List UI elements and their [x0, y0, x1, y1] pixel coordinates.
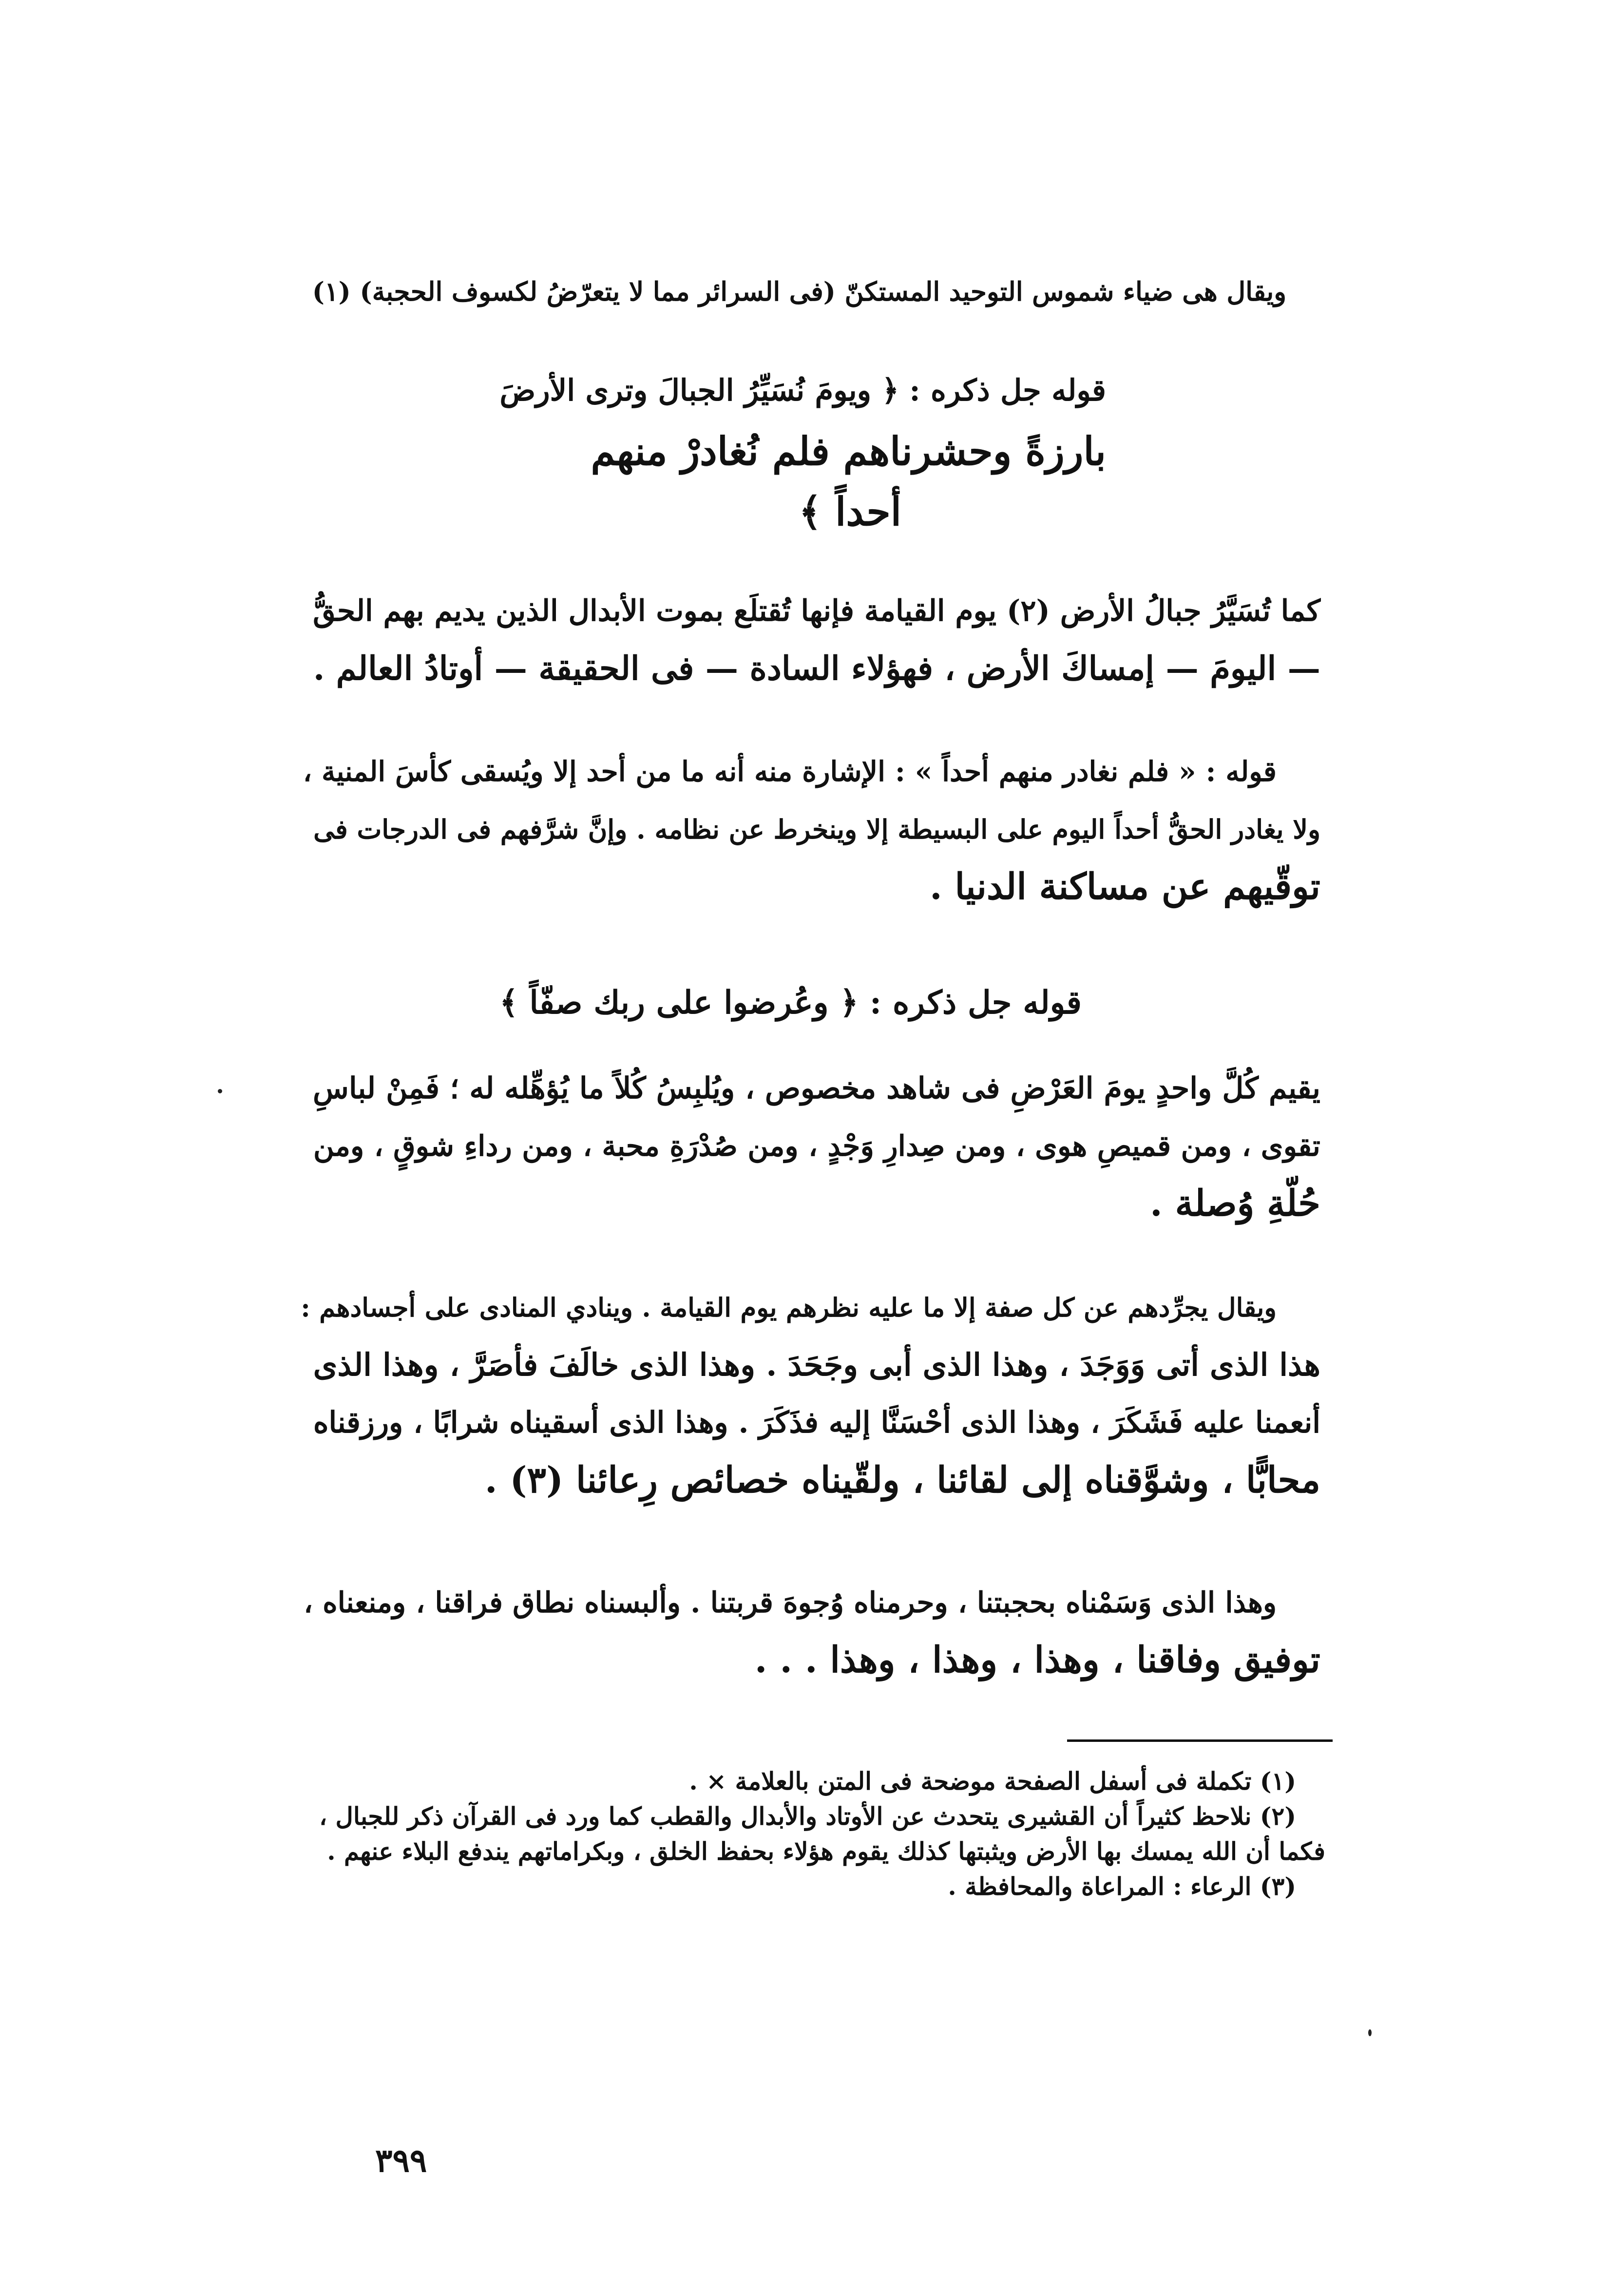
- scan-speck: [1368, 2029, 1372, 2036]
- footnote-separator: [1067, 1739, 1333, 1742]
- text-line: ولا يغادر الحقُّ أحداً اليوم على البسيطة إلا وينخرط عن نظامه . وإنَّ شرَّفهم فى الدرجات فى: [313, 814, 1320, 845]
- text-line: ويقال يجرِّدهم عن كل صفة إلا ما عليه نظرهم يوم القيامة . وينادي المنادى على أجسادهم :: [301, 1292, 1277, 1323]
- paragraph-7: [292, 1574, 1320, 1689]
- paragraph-3: [292, 743, 1320, 916]
- paragraph-5: [292, 1060, 1320, 1232]
- paragraph-2: [292, 582, 1320, 697]
- text-line: كما تُسَيَّرُ جبالُ الأرض (٢) يوم القيامة فإنها تُقتلَع بموت الأبدال الذين يديم بهم الحقُّ: [313, 594, 1320, 628]
- verse-line: بارزةً وحشرناهم فلم نُغادرْ منهم: [591, 428, 1106, 474]
- verse-line: قوله جل ذكره : ﴿ ويومَ نُسَيِّرُ الجبالَ وترى الأرضَ: [499, 373, 1106, 408]
- verse-line: أحداً ﴾: [799, 489, 901, 535]
- text-line: يقيم كُلَّ واحدٍ يومَ العَرْضِ فى شاهد مخصوص ، ويُلبِسُ كُلاً ما يُؤهِّله له ؛ فَمِنْ لباسِ: [313, 1071, 1320, 1106]
- text-line: هذا الذى أتى وَوَجَدَ ، وهذا الذى أبى وجَحَدَ . وهذا الذى خالَفَ فأصَرَّ ، وهذا الذى: [313, 1347, 1320, 1383]
- footnote-line: (١) تكملة فى أسفل الصفحة موضحة فى المتن بالعلامة × .: [689, 1767, 1296, 1795]
- text-line: محابًّا ، وشوَّقناه إلى لقائنا ، ولقّيناه خصائص رِعائنا (٣) .: [484, 1459, 1320, 1501]
- verse-heading-1: [487, 361, 1106, 542]
- text-line: توفيق وفاقنا ، وهذا ، وهذا ، وهذا . . .: [754, 1639, 1320, 1681]
- footnote-line: (٢) نلاحظ كثيراً أن القشيرى يتحدث عن الأوتاد والأبدال والقطب كما ورد فى القرآن ذكر للجبال ،: [319, 1802, 1296, 1831]
- text-line: أنعمنا عليه فَشَكَرَ ، وهذا الذى أحْسَنَّا إليه فذَكَرَ . وهذا الذى أسقيناه شرابًا ، ورزقناه: [313, 1405, 1320, 1440]
- verse-heading-2: [487, 972, 1082, 1032]
- text-line: قوله : « فلم نغادر منهم أحداً » : الإشارة منه أنه ما من أحد إلا ويُسقى كأسَ المنية ،: [303, 755, 1277, 788]
- text-line: وهذا الذى وَسَمْناه بحجبتنا ، وحرمناه وُجوهَ قربتنا . وألبسناه نطاق فراقنا ، ومنعناه ،: [304, 1585, 1277, 1619]
- text-line: تقوى ، ومن قميصِ هوى ، ومن صِدارِ وَجْدٍ ، ومن صُدْرَةِ محبة ، ومن رداءِ شوقٍ ، ومن: [313, 1129, 1320, 1163]
- paragraph-6: [292, 1279, 1320, 1509]
- scan-speck: [218, 1089, 222, 1093]
- text-line: حُلّةِ وُصلة .: [1150, 1183, 1320, 1224]
- text-line: — اليومَ — إمساكَ الأرض ، فهؤلاء السادة — فى الحقيقة — أوتادُ العالم .: [313, 649, 1320, 687]
- paragraph-intro: [292, 263, 1286, 321]
- footnote-line: فكما أن الله يمسك بها الأرض ويثبتها كذلك يقوم هؤلاء بحفظ الخلق ، وبكراماتهم يندفع البلاء عنهم .: [327, 1837, 1325, 1866]
- text-line: ويقال هى ضياء شموس التوحيد المستكنّ (فى السرائر مما لا يتعرّضُ لكسوف الحجبة) (١): [312, 276, 1286, 307]
- footnote-line: (٣) الرعاء : المراعاة والمحافظة .: [948, 1872, 1296, 1901]
- footnotes: [292, 1764, 1325, 1904]
- text-line: توقّيهم عن مساكنة الدنيا .: [929, 866, 1320, 908]
- page-number: ٣٩٩: [375, 2141, 427, 2179]
- verse-line: قوله جل ذكره : ﴿ وعُرضوا على ربك صفّاً ﴾: [499, 983, 1082, 1021]
